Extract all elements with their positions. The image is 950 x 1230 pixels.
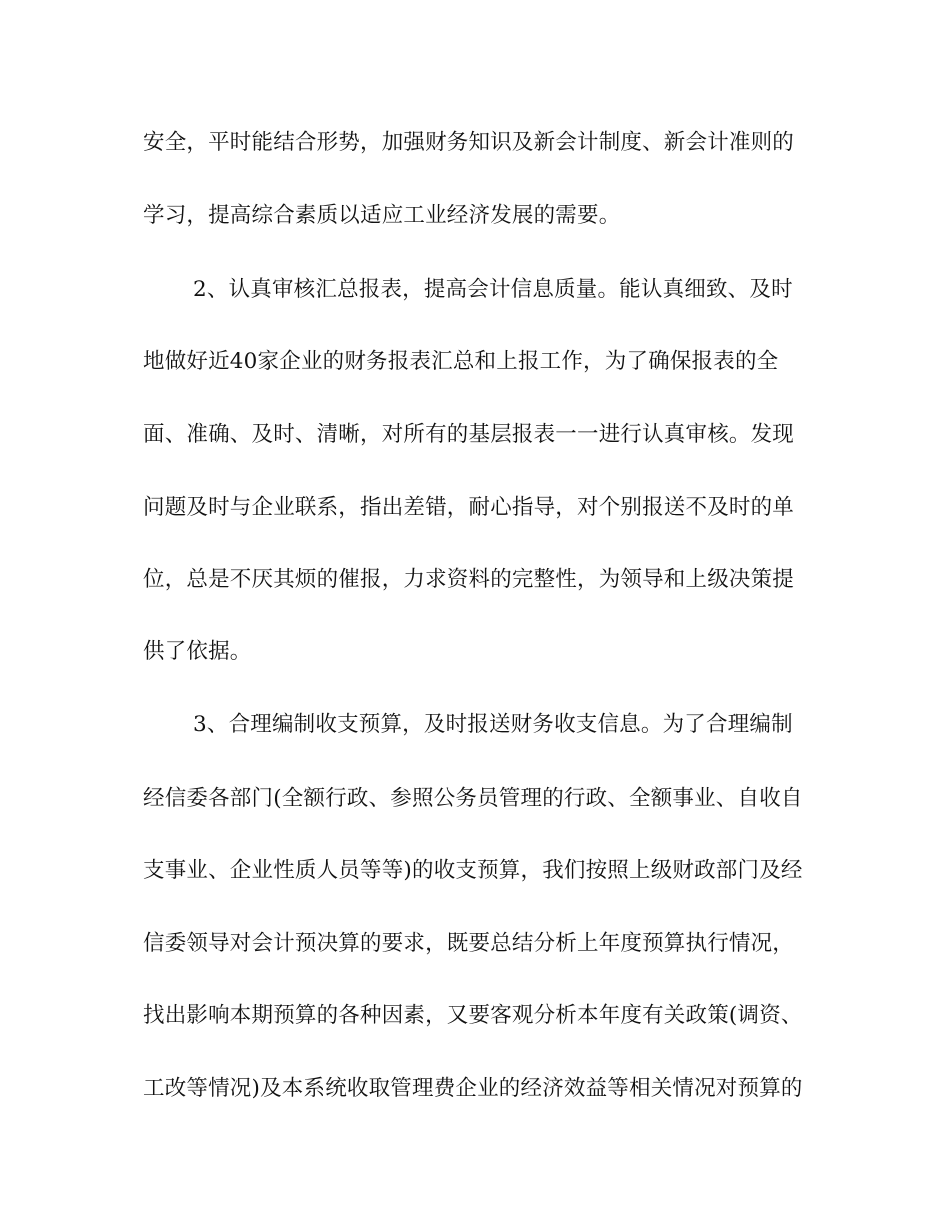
text-line: 工改等情况)及本系统收取管理费企业的经济效益等相关情况对预算的 [143, 1076, 803, 1101]
text-line: 面、准确、及时、清晰，对所有的基层报表一一进行认真审核。发现 [143, 422, 795, 447]
text-line: 经信委各部门(全额行政、参照公务员管理的行政、全额事业、自收自 [143, 786, 803, 811]
text-line: 安全，平时能结合形势，加强财务知识及新会计制度、新会计准则的 [143, 130, 795, 155]
text-line: 供了依据。 [143, 639, 252, 664]
text-line: 学习，提高综合素质以适应工业经济发展的需要。 [143, 203, 621, 228]
text-line: 3、合理编制收支预算，及时报送财务收支信息。为了合理编制 [193, 712, 793, 737]
text-line: 地做好近40家企业的财务报表汇总和上报工作，为了确保报表的全 [143, 349, 779, 374]
text-line: 信委领导对会计预决算的要求，既要总结分析上年度预算执行情况， [143, 931, 795, 956]
text-line: 位，总是不厌其烦的催报，力求资料的完整性，为领导和上级决策提 [143, 567, 795, 592]
text-line: 2、认真审核汇总报表，提高会计信息质量。能认真细致、及时 [193, 277, 793, 302]
text-line: 问题及时与企业联系，指出差错，耐心指导，对个别报送不及时的单 [143, 495, 795, 520]
text-line: 支事业、企业性质人员等等)的收支预算，我们按照上级财政部门及经 [143, 858, 803, 883]
text-line: 找出影响本期预算的各种因素，又要客观分析本年度有关政策(调资、 [143, 1003, 803, 1028]
